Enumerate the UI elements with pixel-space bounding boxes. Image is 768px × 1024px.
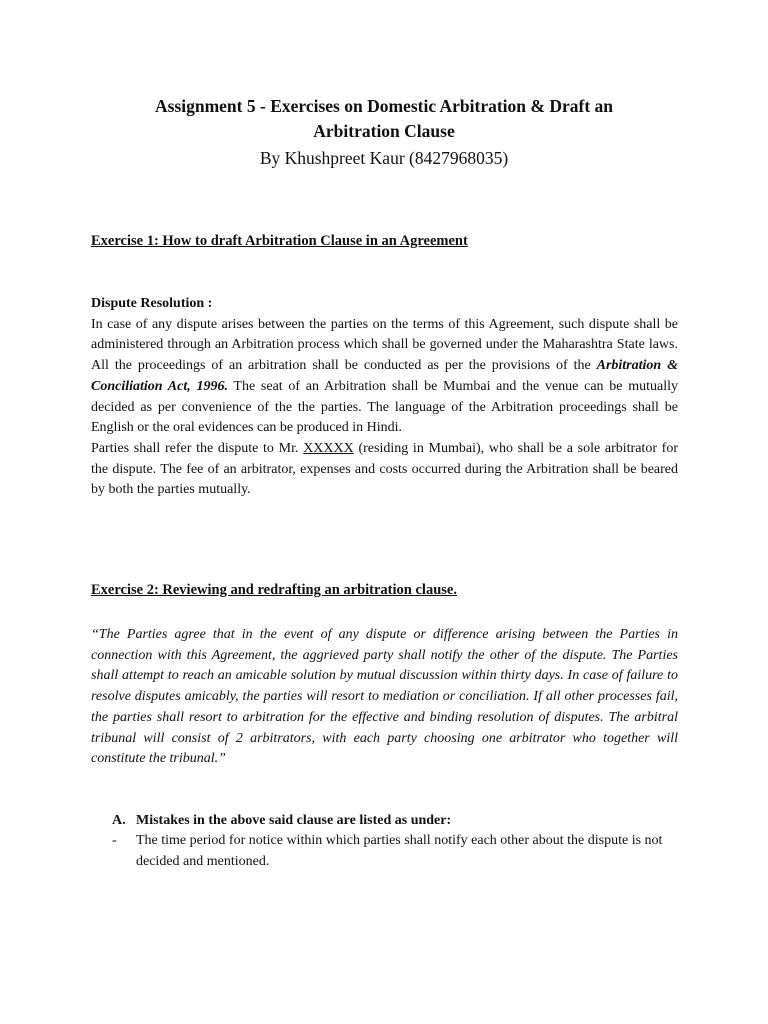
list-item (112, 831, 678, 872)
dispute-resolution-paragraph-1 (91, 315, 678, 439)
paragraph-2-text-b: (residing in Mumbai), who shall be a sole arbitrator for the dispute. The fee of an arbitrator, expenses and costs occurred during the Arbitration shall be beared by both the parties mutually. (91, 440, 679, 498)
mistakes-list-heading (112, 811, 451, 832)
document-title-line-2: Arbitration Clause (313, 121, 455, 141)
arbitration-clause-quote: “The Parties agree that in the event of any dispute or difference arising between the Parties in connection with this Agreement, the aggrieved party shall notify the other of the dispute. The Parties shall attempt to reach an amicable solution by mutual discussion within thirty days. In case of failure to resolve disputes amicably, the parties will resort to mediation or conciliation. If all other processes fail, the parties shall resort to arbitration for the effective and binding resolution of disputes. The arbitral tribunal will consist of 2 arbitrators, with each party choosing one arbitrator who together will constitute the tribunal.” (91, 627, 678, 767)
author-byline: By Khushpreet Kaur (8427968035) (259, 148, 509, 168)
paragraph-1-text-a: In case of any dispute arises between the parties on the terms of this Agreement, such dispute shall be administered through an Arbitration process which shall be governed under the Maharashtra State laws. All the proceedings of an arbitration shall be conducted as per the provisions of the (91, 316, 678, 374)
list-item-text: The time period for notice within which parties shall notify each other about the dispute is not decided and mentioned. (136, 833, 663, 869)
exercise-2-quote-block (91, 625, 678, 770)
title-block (0, 94, 768, 172)
dash-bullet: - (112, 833, 117, 848)
dispute-resolution-paragraph-2 (91, 439, 678, 501)
exercise-1-heading: Exercise 1: How to draft Arbitration Clause in an Agreement (91, 233, 468, 249)
document-title-line-1: Assignment 5 - Exercises on Domestic Arbitration & Draft an (154, 96, 614, 116)
arbitrator-name: XXXXX (303, 440, 354, 456)
exercise-2-heading: Exercise 2: Reviewing and redrafting an arbitration clause. (91, 582, 457, 598)
dispute-resolution-heading: Dispute Resolution : (91, 296, 213, 311)
paragraph-1-text-b: The seat of an Arbitration shall be Mumbai and the venue can be mutually decided as per convenience of the the parties. The language of the Arbitration proceedings shall be English or the oral evidences can be produced in Hindi. (91, 378, 678, 436)
paragraph-2-text-a: Parties shall refer the dispute to Mr. (91, 440, 304, 456)
mistakes-heading-text: Mistakes in the above said clause are listed as under: (136, 813, 452, 828)
exercise-1-body (91, 294, 678, 501)
list-marker-a: A. (112, 813, 126, 828)
act-reference: Arbitration & Conciliation Act, 1996. (91, 358, 679, 394)
